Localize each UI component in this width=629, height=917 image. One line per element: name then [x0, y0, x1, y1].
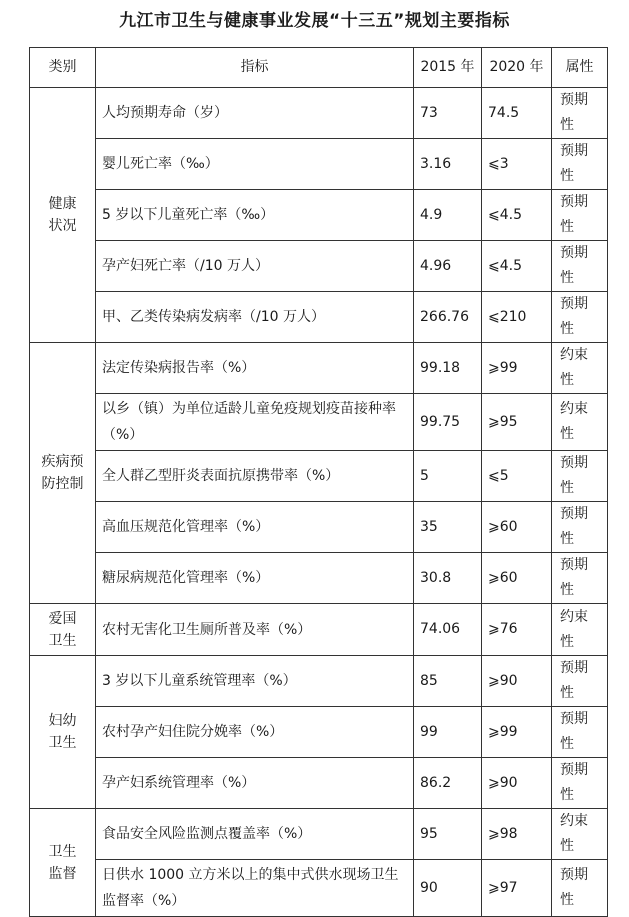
table-row [30, 860, 608, 917]
indicators-table [29, 47, 608, 917]
value-2015-cell: 3.16 [414, 139, 482, 190]
category-label: 妇幼卫生 [48, 713, 77, 751]
indicator-cell: 农村孕产妇住院分娩率（%） [96, 707, 414, 758]
attribute-cell: 预期性 [552, 241, 608, 292]
value-2015-cell: 95 [414, 809, 482, 860]
value-2015-cell: 73 [414, 88, 482, 139]
attribute-cell: 预期性 [552, 292, 608, 343]
value-2020-cell: ⩾95 [482, 394, 552, 451]
category-cell [30, 656, 96, 809]
table-row [30, 190, 608, 241]
indicator-cell: 孕产妇系统管理率（%） [96, 758, 414, 809]
value-2020-cell: ⩽5 [482, 451, 552, 502]
value-2015-cell: 4.9 [414, 190, 482, 241]
table-header-row [30, 48, 608, 88]
category-cell [30, 88, 96, 343]
value-2020-cell: ⩾97 [482, 860, 552, 917]
attribute-cell: 预期性 [552, 707, 608, 758]
value-2015-cell: 99.75 [414, 394, 482, 451]
indicator-cell: 以乡（镇）为单位适龄儿童免疫规划疫苗接种率（%） [96, 394, 414, 451]
indicator-cell: 5 岁以下儿童死亡率（‰） [96, 190, 414, 241]
table-row [30, 139, 608, 190]
table-row [30, 553, 608, 604]
category-cell [30, 604, 96, 656]
table-row [30, 88, 608, 139]
value-2020-cell: ⩾90 [482, 656, 552, 707]
attribute-cell: 约束性 [552, 604, 608, 656]
attribute-cell: 约束性 [552, 343, 608, 394]
attribute-cell: 预期性 [552, 451, 608, 502]
table-row [30, 656, 608, 707]
value-2020-cell: ⩾90 [482, 758, 552, 809]
value-2020-cell: ⩾98 [482, 809, 552, 860]
table-row [30, 604, 608, 656]
attribute-cell: 预期性 [552, 88, 608, 139]
category-label: 卫生监督 [48, 843, 77, 882]
value-2015-cell: 266.76 [414, 292, 482, 343]
value-2020-cell: ⩽210 [482, 292, 552, 343]
header-attribute: 属性 [552, 48, 608, 88]
indicator-cell: 法定传染病报告率（%） [96, 343, 414, 394]
indicator-cell: 甲、乙类传染病发病率（/10 万人） [96, 292, 414, 343]
value-2020-cell: ⩾60 [482, 502, 552, 553]
indicator-cell: 婴儿死亡率（‰） [96, 139, 414, 190]
indicator-cell: 日供水 1000 立方米以上的集中式供水现场卫生监督率（%） [96, 860, 414, 917]
indicator-cell: 3 岁以下儿童系统管理率（%） [96, 656, 414, 707]
indicator-cell: 糖尿病规范化管理率（%） [96, 553, 414, 604]
category-cell [30, 343, 96, 604]
page-title: 九江市卫生与健康事业发展“十三五”规划主要指标 [119, 11, 510, 31]
value-2015-cell: 74.06 [414, 604, 482, 656]
indicator-cell: 人均预期寿命（岁） [96, 88, 414, 139]
table-row [30, 707, 608, 758]
table-row [30, 502, 608, 553]
value-2015-cell: 99 [414, 707, 482, 758]
attribute-cell: 预期性 [552, 502, 608, 553]
value-2015-cell: 99.18 [414, 343, 482, 394]
value-2020-cell: ⩾60 [482, 553, 552, 604]
attribute-cell: 约束性 [552, 809, 608, 860]
value-2020-cell: ⩾99 [482, 343, 552, 394]
indicator-cell: 孕产妇死亡率（/10 万人） [96, 241, 414, 292]
value-2020-cell: ⩽3 [482, 139, 552, 190]
table-row [30, 241, 608, 292]
value-2020-cell: ⩾76 [482, 604, 552, 656]
value-2020-cell: ⩽4.5 [482, 190, 552, 241]
header-category: 类别 [30, 48, 96, 88]
value-2015-cell: 90 [414, 860, 482, 917]
table-row [30, 343, 608, 394]
attribute-cell: 预期性 [552, 758, 608, 809]
attribute-cell: 预期性 [552, 190, 608, 241]
table-row [30, 809, 608, 860]
attribute-cell: 预期性 [552, 553, 608, 604]
attribute-cell: 预期性 [552, 860, 608, 917]
attribute-cell: 约束性 [552, 394, 608, 451]
value-2020-cell: ⩾99 [482, 707, 552, 758]
header-2015: 2015 年 [414, 48, 482, 88]
indicator-cell: 农村无害化卫生厕所普及率（%） [96, 604, 414, 656]
indicator-cell: 食品安全风险监测点覆盖率（%） [96, 809, 414, 860]
value-2015-cell: 4.96 [414, 241, 482, 292]
table-row [30, 394, 608, 451]
value-2015-cell: 85 [414, 656, 482, 707]
attribute-cell: 预期性 [552, 139, 608, 190]
value-2015-cell: 86.2 [414, 758, 482, 809]
table-row [30, 451, 608, 502]
category-label: 爱国卫生 [48, 610, 77, 649]
indicator-cell: 高血压规范化管理率（%） [96, 502, 414, 553]
attribute-cell: 预期性 [552, 656, 608, 707]
value-2020-cell: ⩽4.5 [482, 241, 552, 292]
category-label: 健康状况 [48, 196, 77, 234]
table-row [30, 292, 608, 343]
value-2015-cell: 30.8 [414, 553, 482, 604]
header-indicator: 指标 [96, 48, 414, 88]
value-2020-cell: 74.5 [482, 88, 552, 139]
header-2020: 2020 年 [482, 48, 552, 88]
value-2015-cell: 35 [414, 502, 482, 553]
table-row [30, 758, 608, 809]
indicator-cell: 全人群乙型肝炎表面抗原携带率（%） [96, 451, 414, 502]
category-cell [30, 809, 96, 917]
value-2015-cell: 5 [414, 451, 482, 502]
category-label: 疾病预防控制 [41, 454, 84, 492]
